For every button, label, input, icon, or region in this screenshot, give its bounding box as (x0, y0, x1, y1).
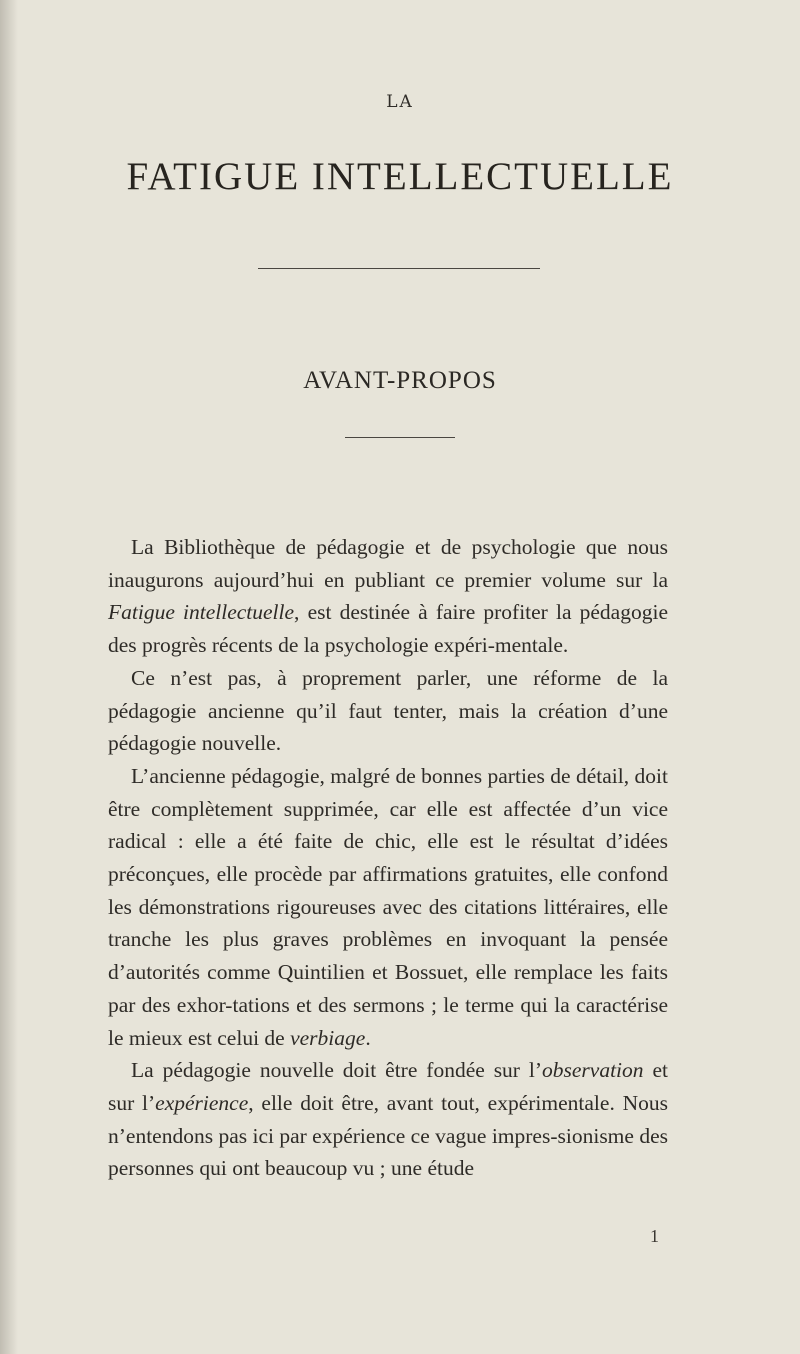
book-title: FATIGUE INTELLECTUELLE (126, 155, 674, 198)
italic-experience: expérience (155, 1090, 249, 1115)
page-edge-shadow (0, 0, 18, 1354)
page-number: 1 (650, 1226, 659, 1246)
pre-title: LA (386, 92, 414, 112)
body-text (108, 531, 668, 1185)
paragraph-2: Ce n’est pas, à proprement parler, une réforme de la pédagogie ancienne qu’il faut tenter, mais la création d’une pédagogie nouvelle. (108, 665, 668, 756)
italic-book-title: Fatigue intellectuelle (108, 600, 295, 625)
paragraph-1: La Bibliothèque de pédagogie et de psychologie que nous inaugurons aujourd’hui en publiant ce premier volume sur la Fatigue intellectuelle, est destinée à faire profiter la pédagogie des progrès récents de la psychologie expéri-mentale. (108, 535, 668, 658)
section-divider (345, 437, 455, 438)
section-title: AVANT-PROPOS (303, 367, 497, 394)
title-divider (258, 268, 540, 269)
italic-term: verbiage (290, 1025, 366, 1050)
paragraph-4: La pédagogie nouvelle doit être fondée sur l’observation et sur l’expérience, elle doit être, avant tout, expérimentale. Nous n’entendons pas ici par expérience ce vague impres-sionisme des personnes qui ont beaucoup vu ; une étude (108, 1058, 668, 1181)
paragraph-3: L’ancienne pédagogie, malgré de bonnes parties de détail, doit être complètement supprimée, car elle est affectée d’un vice radical : elle a été faite de chic, elle est le résultat d’idées préconçues, elle procède par affirmations gratuites, elle confond les démonstrations rigoureuses avec des citations littéraires, elle tranche les plus graves problèmes en invoquant la pensée d’autorités comme Quintilien et Bossuet, elle remplace les faits par des exhor-tations et des sermons ; le terme qui la caractérise le mieux est celui de verbiage. (108, 763, 668, 1050)
italic-observation: observation (542, 1058, 644, 1083)
